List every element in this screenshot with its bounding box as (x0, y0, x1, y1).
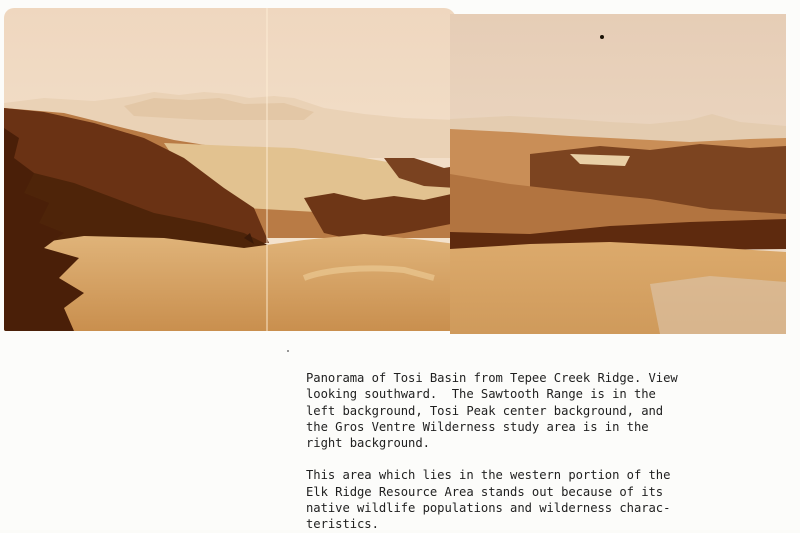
caption-line: the Gros Ventre Wilderness study area is in the (306, 419, 649, 434)
caption-line: right background. (306, 436, 430, 451)
speck-mark (600, 35, 604, 39)
panorama-photo-right (450, 14, 786, 334)
caption-paragraph-1 (306, 370, 736, 451)
fold-crease (266, 8, 268, 331)
photo-caption (306, 370, 736, 533)
caption-paragraph-2 (306, 467, 736, 532)
speck-dot (287, 350, 289, 352)
caption-line: teristics. (306, 517, 379, 532)
caption-line: looking southward. The Sawtooth Range is in the (306, 387, 656, 402)
caption-line: native wildlife populations and wilderness charac- (306, 501, 671, 516)
panorama-photo-left (4, 8, 456, 331)
caption-line: left background, Tosi Peak center background, and (306, 403, 664, 418)
caption-line: Panorama of Tosi Basin from Tepee Creek Ridge. View (306, 371, 678, 385)
caption-line: Elk Ridge Resource Area stands out because of its (306, 484, 664, 499)
caption-line: This area which lies in the western portion of the (306, 468, 671, 483)
